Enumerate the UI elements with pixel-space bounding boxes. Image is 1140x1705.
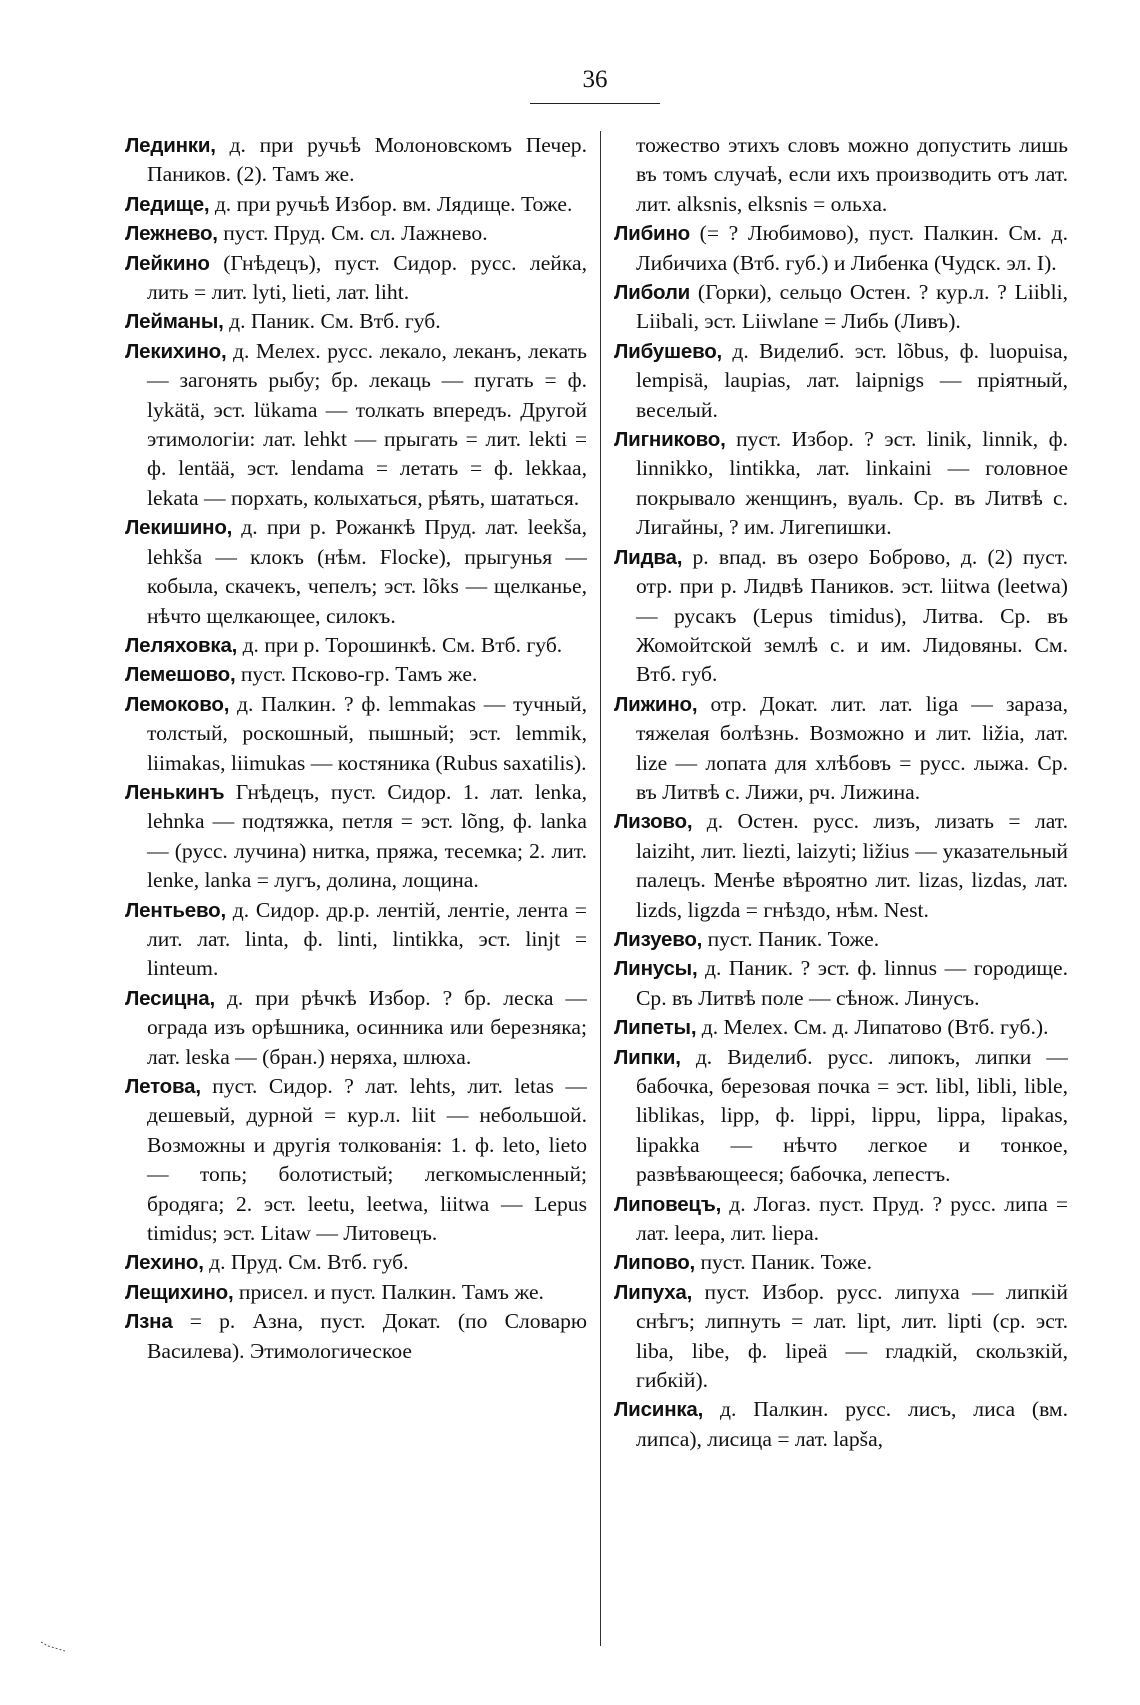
entry-text: (= ? Любимово), пуст. Палкин. См. д. Либичиха (Втб. губ.) и Либенка (Чудск. эл. I). [636, 221, 1068, 275]
entry-text: д. при рѣчкѣ Избор. ? бр. леска — ограда изъ орѣшника, осинника или березняка; лат. leska — (бран.) неряха, шлюха. [147, 985, 587, 1069]
dictionary-entry [614, 1013, 1068, 1042]
dictionary-entry [614, 807, 1068, 925]
entry-headword: Лемешово, [125, 663, 236, 687]
entry-text: присел. и пуст. Палкин. Тамъ же. [238, 1279, 544, 1304]
entry-headword: Лисинка, [614, 1398, 704, 1422]
entry-text: д. Пруд. См. Втб. губ. [209, 1250, 409, 1275]
dictionary-entry [125, 1307, 587, 1366]
entry-text: д. Паник. ? эст. ф. linnus — городище. Ср. въ Литвѣ поле — сѣнож. Линусъ. [636, 956, 1068, 1010]
entry-headword: Лейманы, [125, 310, 224, 334]
entry-headword: Лизово, [614, 810, 693, 834]
entry-text: д. Мелех. русс. лекало, леканъ, лекать — загонять рыбу; бр. лекаць — пугать = ф. lykätä, эст. lükama — толкать впередъ. Другой этимологіи: лат. lehkt — прыгать = лит. lekti = ф. lentää, эст. lendama = летать = ф. lekkaa, lekata — порхать, колыхаться, рѣять, шататься. [147, 338, 587, 510]
entry-headword: Лещихино, [125, 1280, 234, 1304]
dictionary-entry [614, 543, 1068, 690]
entry-text: Гнѣдецъ, пуст. Сидор. 1. лат. lenka, lehnka — подтяжка, петля = эст. lõng, ф. lanka — (русс. лучина) нитка, пряжа, тесемка; 2. лит. lenke, lanka = лугъ, долина, лощина. [147, 779, 587, 893]
entry-text: пуст. Избор. русс. липуха — липкій снѣгъ; липнуть = лат. lipt, лит. lipti (ср. эст. liba, libe, ф. lipeä — гладкій, скользкій, гибкій). [636, 1279, 1068, 1393]
entry-text: пуст. Псково-гр. Тамъ же. [240, 662, 478, 687]
dictionary-entry [125, 1072, 587, 1248]
entry-headword: Лигниково, [614, 428, 726, 452]
dictionary-entry [125, 337, 587, 513]
entry-text: пуст. Паник. Тоже. [700, 1250, 873, 1275]
dictionary-entry [125, 249, 587, 308]
dictionary-entry [614, 690, 1068, 808]
dictionary-entry [125, 190, 587, 219]
entry-headword: Липовецъ, [614, 1192, 722, 1216]
dictionary-entry [614, 425, 1068, 543]
dictionary-entry [614, 1043, 1068, 1190]
entry-text: пуст. Паник. Тоже. [707, 926, 880, 951]
entry-text: (Горки), сельцо Остен. ? кур.л. ? Liibli, Liibali, эст. Liiwlane = Либь (Ливъ). [636, 280, 1068, 334]
entry-text: отр. Докат. лит. лат. liga — зараза, тяжелая болѣзнь. Возможно и лит. ližia, лат. lize — лопата для хлѣбовъ = русс. лыжа. Ср. въ Литвѣ с. Лижи, рч. Лижина. [636, 691, 1068, 804]
entry-headword: Липеты, [614, 1016, 697, 1040]
entry-headword: Ледище, [125, 192, 210, 216]
dictionary-entry [125, 131, 587, 190]
entry-text: д. Виделиб. эст. lõbus, ф. luopuisa, lempisä, laupias, лат. laipnigs — пріятный, веселый. [636, 338, 1068, 422]
entry-text: д. Сидор. др.р. лентій, лентіе, лента = лит. лат. linta, ф. linti, lintikka, эст. linjt = linteum. [147, 897, 587, 981]
entry-text: пуст. Избор. ? эст. linik, linnik, ф. linnikko, lintikka, лат. linkaini — головное покрывало женщинъ, вуаль. Ср. въ Литвѣ с. Лигайны, ? им. Лигепишки. [636, 427, 1068, 540]
dictionary-entry [125, 219, 587, 248]
entry-text: д. Паник. См. Втб. губ. [229, 309, 441, 334]
column-divider [600, 131, 601, 1646]
dictionary-entry [125, 778, 587, 896]
entry-text: д. при р. Рожанкѣ Пруд. лат. leekša, lehkša — клокъ (нѣм. Flocke), прыгунья — кобыла, скачекъ, чепелъ; эст. lõks — щелканье, нѣчто щелкающее, силокъ. [147, 515, 587, 628]
entry-headword: Лединки, [125, 134, 216, 157]
entry-text: д. Палкин. ? ф. lemmakas — тучный, толстый, роскошный, пышный; эст. lemmik, liimakas, liimukas — костяника (Rubus saxatilis). [147, 691, 587, 775]
entry-text: тожество этихъ словъ можно допустить лишь въ томъ случаѣ, если ихъ производить отъ лат. лит. alksnis, elksnis = ольха. [636, 133, 1068, 216]
dictionary-entry [614, 219, 1068, 278]
entry-headword: Липки, [614, 1045, 681, 1069]
entry-headword: Лизуево, [614, 927, 703, 951]
entry-headword: Липуха, [614, 1280, 693, 1304]
entry-text: д. Остен. русс. лизъ, лизать = лат. laiziht, лит. liezti, laizyti; ližius — указательный палецъ. Менѣе вѣроятно лит. lizas, lizdas, лат. lizds, ligzda = гнѣздо, нѣм. Nest. [636, 809, 1068, 922]
dictionary-entry [614, 131, 1068, 219]
entry-text: (Гнѣдецъ), пуст. Сидор. русс. лейка, лить = лит. lyti, lieti, лат. liht. [147, 250, 587, 305]
entry-headword: Лидва, [614, 545, 683, 569]
dictionary-entry [125, 513, 587, 631]
dictionary-entry [614, 1190, 1068, 1249]
entry-headword: Липово, [614, 1251, 696, 1275]
dictionary-entry [614, 1248, 1068, 1277]
dictionary-entry [614, 1395, 1068, 1454]
entry-text: д. при ручьѣ Молоновскомъ Печер. Паников. (2). Тамъ же. [147, 133, 587, 187]
entry-headword: Ленькинъ [125, 780, 225, 804]
entry-headword: Лесицна, [125, 986, 215, 1010]
dictionary-entry [125, 1278, 587, 1307]
entry-headword: Лентьево, [125, 898, 226, 922]
right-column [614, 131, 1068, 1696]
dictionary-entry [614, 1278, 1068, 1396]
entry-text: д. при ручьѣ Избор. вм. Лядище. Тоже. [214, 191, 573, 216]
dictionary-entry [614, 337, 1068, 425]
dictionary-entry [614, 954, 1068, 1013]
entry-headword: Лекихино, [125, 339, 227, 363]
dictionary-entry [125, 631, 587, 660]
entry-headword: Лежнево, [125, 222, 218, 246]
dictionary-entry [125, 660, 587, 689]
entry-headword: Лейкино [125, 251, 210, 275]
entry-text: д. Виделиб. русс. липокъ, липки — бабочка, березовая почка = эст. libl, libli, lible, liblikas, lipp, ф. lippi, lippu, lippa, lipakas, lipakka — нѣчто легкое и тонкое, развѣвающееся; бабочка, лепестъ. [636, 1044, 1068, 1187]
entry-text: д. Логаз. пуст. Пруд. ? русс. липа = лат. leepa, лит. liepa. [636, 1191, 1068, 1246]
dictionary-entry [125, 690, 587, 778]
entry-text: пуст. Сидор. ? лат. lehts, лит. letas — дешевый, дурной = кур.л. liit — небольшой. Возможны и другія толкованія: 1. ф. leto, lieto — топь; болотистый; легкомысленный; бродяга; 2. эст. leetu, leetwa, liitwa — Lepus timidus; эст. Litaw — Литовецъ. [147, 1074, 587, 1246]
dictionary-entry [125, 896, 587, 984]
entry-headword: Лижино, [614, 692, 698, 716]
left-column [125, 131, 587, 1696]
entry-headword: Лекишино, [125, 516, 233, 540]
entry-headword: Лзна [125, 1310, 173, 1334]
page-number: 36 [582, 66, 608, 93]
dictionary-entry [125, 307, 587, 336]
dictionary-entry [614, 925, 1068, 954]
entry-headword: Лехино, [125, 1251, 204, 1275]
entry-headword: Линусы, [614, 957, 698, 981]
entry-headword: Либоли [614, 281, 691, 305]
entry-headword: Лемоково, [125, 692, 230, 716]
dictionary-entry [614, 278, 1068, 337]
entry-headword: Леляховка, [125, 633, 238, 657]
entry-text: д. Мелех. См. д. Липатово (Втб. губ.). [701, 1015, 1049, 1040]
entry-headword: Летова, [125, 1075, 201, 1098]
entry-text: д. при р. Торошинкѣ. См. Втб. губ. [242, 632, 563, 657]
dictionary-entry [125, 1248, 587, 1277]
entry-text: пуст. Пруд. См. сл. Лажнево. [223, 221, 488, 246]
entry-text: = р. Азна, пуст. Докат. (по Словарю Василева). Этимологическое [147, 1309, 587, 1363]
entry-text: д. Палкин. русс. лисъ, лиса (вм. липса), лисица = лат. lapša, [636, 1397, 1068, 1451]
entry-headword: Либушево, [614, 339, 723, 363]
dictionary-entry [125, 984, 587, 1072]
entry-text: р. впад. въ озеро Боброво, д. (2) пуст. отр. при р. Лидвѣ Паников. эст. liitwa (leetwa) — русакъ (Lepus timidus), Литва. Ср. въ Жомойтской землѣ с. и им. Лидовяны. См. Втб. губ. [636, 544, 1068, 687]
entry-headword: Либино [614, 222, 690, 246]
page-number-rule [530, 103, 660, 104]
scan-mark [40, 1640, 66, 1652]
